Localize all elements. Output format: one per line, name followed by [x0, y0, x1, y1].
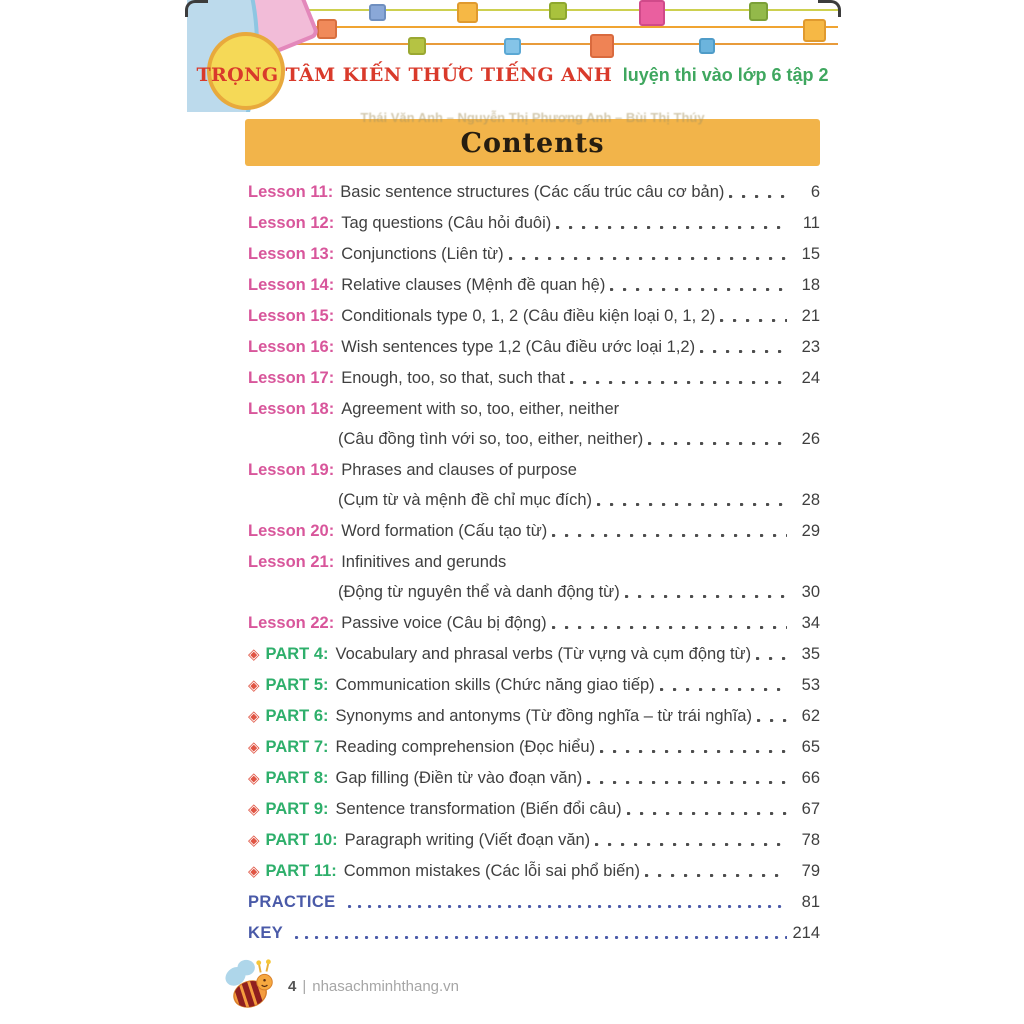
toc-entry	[248, 856, 820, 886]
music-note-square	[408, 37, 426, 55]
toc-entry	[248, 701, 820, 731]
diamond-icon: ◈	[248, 677, 260, 694]
footer-text	[288, 978, 459, 995]
toc-entry-label	[248, 214, 334, 233]
toc-entry-label	[248, 461, 334, 480]
toc-entry-page: 62	[801, 706, 820, 725]
footer-page-number: 4	[288, 977, 297, 995]
toc-entry-label-text: Lesson 19:	[248, 460, 335, 479]
toc-entry-page: 28	[801, 490, 820, 509]
toc-entry-label	[248, 769, 329, 788]
toc-entry-page: 78	[801, 830, 820, 849]
toc-entry-label-text: PART 11:	[265, 861, 337, 880]
dotted-leader	[627, 812, 787, 815]
toc-entry-label-text: PART 8:	[265, 768, 329, 787]
toc-entry-line	[248, 363, 820, 393]
toc-entry-label	[248, 707, 329, 726]
toc-entry-label-text: PRACTICE	[248, 892, 336, 911]
book-title	[185, 64, 840, 86]
toc-entry	[248, 639, 820, 669]
toc-entry-line	[248, 670, 820, 700]
toc-entry-line2	[248, 485, 820, 515]
toc-entry-title: Conditionals type 0, 1, 2 (Câu điều kiện loại 0, 1, 2)	[341, 306, 716, 325]
music-note-square	[457, 2, 478, 23]
dotted-leader	[729, 195, 787, 198]
toc-entry-line	[248, 455, 820, 485]
toc-entry-label-text: PART 6:	[265, 706, 329, 725]
toc-entry-line	[248, 701, 820, 731]
dotted-leader	[700, 350, 787, 353]
toc-entry-page: 81	[801, 892, 820, 911]
toc-entry-line	[248, 394, 820, 424]
toc-entry-line	[248, 918, 820, 948]
toc-entry-label-text: Lesson 14:	[248, 275, 335, 294]
dotted-leader	[552, 534, 787, 537]
toc-entry-label	[248, 307, 334, 326]
toc-entry-line2	[248, 577, 820, 607]
toc-entry-label-text: PART 5:	[265, 675, 329, 694]
toc-entry-title: Conjunctions (Liên từ)	[341, 244, 504, 263]
toc-entry-page: 26	[801, 429, 820, 448]
toc-entry-title: Synonyms and antonyms (Từ đồng nghĩa – từ trái nghĩa)	[335, 706, 752, 725]
toc-entry-title: Communication skills (Chức năng giao tiếp)	[335, 675, 655, 694]
music-note-square	[369, 4, 386, 21]
toc-entry-title-cont: (Cụm từ và mệnh đề chỉ mục đích)	[338, 490, 593, 509]
toc-entry-title: Relative clauses (Mệnh đề quan hệ)	[341, 275, 606, 294]
footer-separator: |	[302, 977, 307, 995]
toc-entry-page: 65	[801, 737, 820, 756]
toc-entry-title: Tag questions (Câu hỏi đuôi)	[341, 213, 552, 232]
toc-entry	[248, 239, 820, 269]
toc-entry-label-text: Lesson 15:	[248, 306, 335, 325]
toc-entry-label	[248, 338, 334, 357]
toc-entry-title: Common mistakes (Các lỗi sai phổ biến)	[343, 861, 640, 880]
toc-entry	[248, 301, 820, 331]
photo-corner-top-right	[818, 0, 841, 17]
toc-entry-title: Agreement with so, too, either, neither	[341, 399, 620, 418]
book-title-sub: luyện thi vào lớp 6 tập 2	[622, 65, 829, 85]
footer-website: nhasachminhthang.vn	[312, 977, 460, 995]
toc-entry-label	[248, 369, 334, 388]
dotted-leader	[610, 288, 787, 291]
dotted-leader	[625, 595, 787, 598]
toc-entry-line	[248, 794, 820, 824]
toc-entry-line	[248, 270, 820, 300]
toc-entry-title: Gap filling (Điền từ vào đoạn văn)	[335, 768, 583, 787]
toc-entry-line	[248, 239, 820, 269]
contents-title: Contents	[460, 128, 605, 159]
toc-entry	[248, 208, 820, 238]
toc-entry-label-text: Lesson 16:	[248, 337, 335, 356]
toc-entry	[248, 763, 820, 793]
dotted-leader	[587, 781, 787, 784]
toc-entry-title: Passive voice (Câu bị động)	[341, 613, 547, 632]
toc-entry-label	[248, 400, 334, 419]
dotted-leader	[295, 936, 787, 939]
toc-entry-page: 24	[801, 368, 820, 387]
toc-entry-page: 11	[802, 213, 820, 232]
toc-entry-label	[248, 522, 334, 541]
toc-entry-label-text: Lesson 18:	[248, 399, 335, 418]
toc-entry-label-text: Lesson 17:	[248, 368, 335, 387]
music-note-square	[699, 38, 715, 54]
dotted-leader	[757, 719, 787, 722]
toc-entry	[248, 177, 820, 207]
toc-entry-title: Basic sentence structures (Các cấu trúc câu cơ bản)	[340, 182, 725, 201]
toc-entry	[248, 455, 820, 515]
diamond-icon: ◈	[248, 739, 260, 756]
toc-entry-page: 30	[801, 582, 820, 601]
toc-entry-label-text: PART 9:	[265, 799, 329, 818]
toc-entry-line	[248, 516, 820, 546]
diamond-icon: ◈	[248, 801, 260, 818]
toc-entry-page: 214	[792, 923, 820, 942]
toc-entry	[248, 918, 820, 948]
toc-entry-label	[248, 924, 283, 943]
music-note-square	[504, 38, 521, 55]
toc-entry-page: 21	[801, 306, 820, 325]
toc-entry-line	[248, 825, 820, 855]
toc-entry-label-text: Lesson 11:	[248, 182, 334, 201]
bee-logo-icon	[222, 957, 280, 1015]
toc-entry-label-text: Lesson 20:	[248, 521, 335, 540]
toc-entry-label	[248, 645, 329, 664]
toc-entry-title: Infinitives and gerunds	[341, 552, 507, 571]
dotted-leader	[556, 226, 787, 229]
dotted-leader	[509, 257, 787, 260]
toc-entry-line	[248, 608, 820, 638]
toc-entry-line	[248, 856, 820, 886]
toc-list	[248, 177, 820, 949]
music-note-square	[317, 19, 337, 39]
toc-entry	[248, 825, 820, 855]
toc-entry-label	[248, 862, 337, 881]
toc-entry	[248, 608, 820, 638]
contents-banner	[245, 119, 820, 166]
diamond-icon: ◈	[248, 832, 260, 849]
toc-entry	[248, 887, 820, 917]
toc-entry-title: Vocabulary and phrasal verbs (Từ vựng và cụm động từ)	[335, 644, 752, 663]
diamond-icon: ◈	[248, 863, 260, 880]
toc-entry-label-text: Lesson 13:	[248, 244, 335, 263]
toc-entry-page: 35	[801, 644, 820, 663]
dotted-leader	[756, 657, 787, 660]
toc-entry-label	[248, 614, 334, 633]
toc-entry	[248, 394, 820, 454]
toc-entry-page: 15	[801, 244, 820, 263]
toc-entry	[248, 732, 820, 762]
toc-entry	[248, 332, 820, 362]
dotted-leader	[552, 626, 787, 629]
toc-entry-page: 6	[810, 182, 820, 201]
toc-entry-label	[248, 183, 333, 202]
toc-entry-line2	[248, 424, 820, 454]
music-note-square	[639, 0, 665, 26]
toc-entry-label	[248, 553, 334, 572]
toc-entry	[248, 363, 820, 393]
toc-entry	[248, 670, 820, 700]
staff-line	[247, 43, 838, 45]
toc-entry-page: 66	[801, 768, 820, 787]
dotted-leader	[597, 503, 787, 506]
toc-entry-line	[248, 177, 820, 207]
toc-entry-title: Sentence transformation (Biến đổi câu)	[335, 799, 622, 818]
dotted-leader	[645, 874, 787, 877]
toc-entry-line	[248, 639, 820, 669]
toc-entry-line	[248, 301, 820, 331]
toc-entry-title: Phrases and clauses of purpose	[341, 460, 577, 479]
music-note-square	[549, 2, 567, 20]
footer	[222, 956, 459, 1016]
book-title-main: TRỌNG TÂM KIẾN THỨC TIẾNG ANH	[196, 64, 613, 86]
dotted-leader	[570, 381, 787, 384]
dotted-leader	[720, 319, 787, 322]
bleed-through-text: Thái Văn Anh – Nguyễn Thị Phương Anh – Bùi Thị Thúy	[360, 110, 705, 125]
toc-entry-label-text: PART 4:	[265, 644, 329, 663]
toc-entry-title: Word formation (Cấu tạo từ)	[341, 521, 548, 540]
toc-entry-line	[248, 208, 820, 238]
toc-entry-label-text: Lesson 21:	[248, 552, 335, 571]
dotted-leader	[595, 843, 787, 846]
dotted-leader	[348, 905, 787, 908]
toc-entry-line	[248, 763, 820, 793]
dotted-leader	[600, 750, 787, 753]
diamond-icon: ◈	[248, 708, 260, 725]
toc-entry-label	[248, 831, 338, 850]
toc-entry-page: 34	[801, 613, 820, 632]
toc-entry-label-text: Lesson 12:	[248, 213, 335, 232]
toc-entry-label-text: PART 10:	[265, 830, 338, 849]
dotted-leader	[660, 688, 787, 691]
toc-entry-label-text: PART 7:	[265, 737, 329, 756]
music-note-square	[749, 2, 768, 21]
toc-entry-label	[248, 738, 329, 757]
toc-entry-page: 29	[801, 521, 820, 540]
toc-entry	[248, 794, 820, 824]
header-decor	[187, 0, 838, 112]
diamond-icon: ◈	[248, 770, 260, 787]
toc-entry	[248, 270, 820, 300]
toc-entry-label-text: KEY	[248, 923, 284, 942]
toc-entry-title: Paragraph writing (Viết đoạn văn)	[344, 830, 591, 849]
dotted-leader	[648, 442, 787, 445]
toc-entry-line	[248, 732, 820, 762]
toc-entry-page: 23	[801, 337, 820, 356]
toc-entry-label	[248, 893, 336, 912]
toc-entry-line	[248, 547, 820, 577]
toc-entry-title: Wish sentences type 1,2 (Câu điều ước loại 1,2)	[341, 337, 696, 356]
photo-corner-top-left	[185, 0, 208, 17]
toc-entry-title: Enough, too, so that, such that	[341, 368, 566, 387]
toc-entry-page: 53	[801, 675, 820, 694]
toc-entry-label	[248, 800, 329, 819]
diamond-icon: ◈	[248, 646, 260, 663]
toc-entry-page: 79	[801, 861, 820, 880]
toc-entry-page: 67	[801, 799, 820, 818]
toc-entry-title-cont: (Câu đồng tình với so, too, either, neither)	[338, 429, 644, 448]
toc-entry-label	[248, 245, 334, 264]
toc-entry-label-text: Lesson 22:	[248, 613, 335, 632]
music-note-square	[590, 34, 614, 58]
toc-entry	[248, 516, 820, 546]
toc-entry-label	[248, 676, 329, 695]
toc-entry-label	[248, 276, 334, 295]
toc-entry	[248, 547, 820, 607]
toc-entry-line	[248, 887, 820, 917]
toc-entry-title-cont: (Động từ nguyên thể và danh động từ)	[338, 582, 620, 601]
toc-entry-title: Reading comprehension (Đọc hiểu)	[335, 737, 596, 756]
toc-entry-page: 18	[801, 275, 820, 294]
music-note-square	[803, 19, 826, 42]
toc-entry-line	[248, 332, 820, 362]
